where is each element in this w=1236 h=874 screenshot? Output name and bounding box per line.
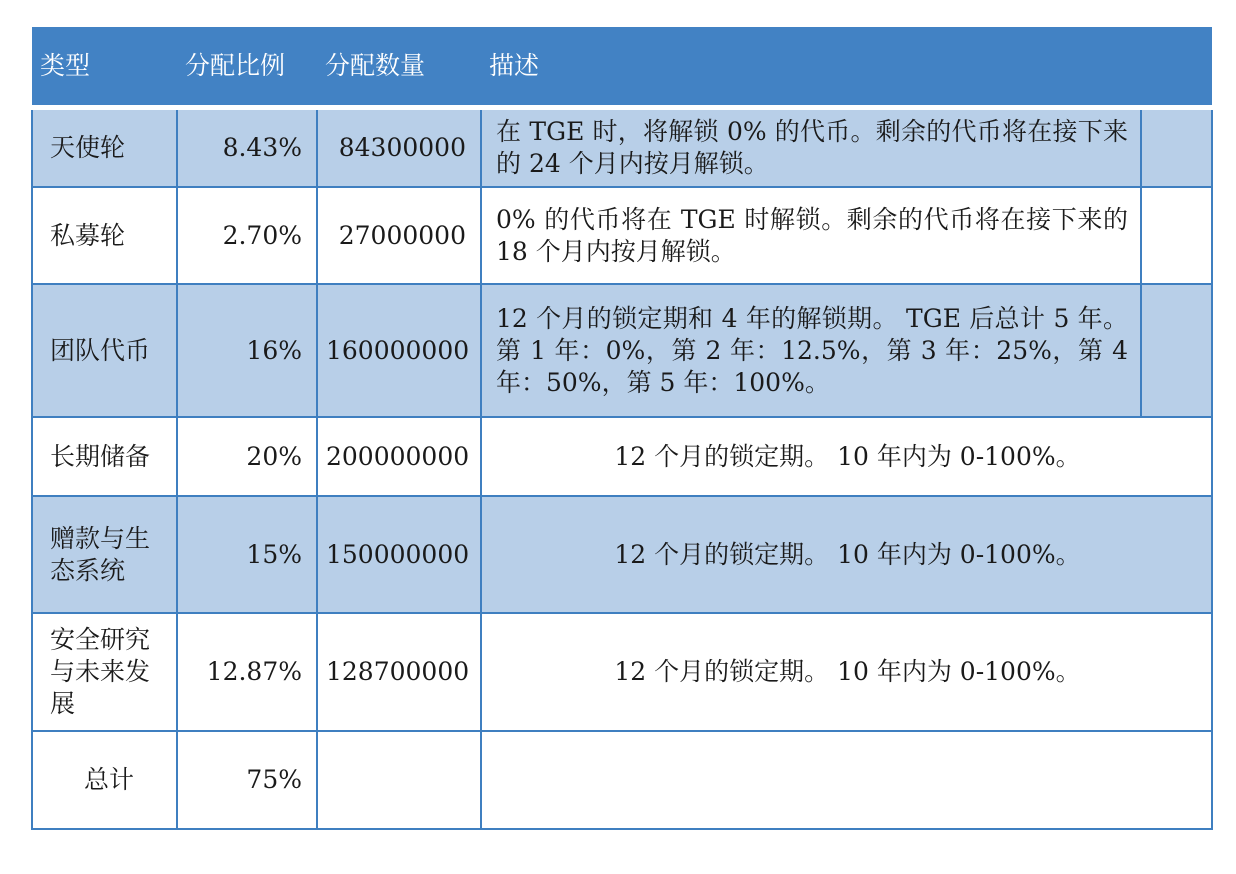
cell-ratio: 8.43%: [177, 107, 317, 187]
cell-extra: [1141, 284, 1212, 417]
cell-quantity: 200000000: [317, 417, 481, 496]
cell-extra: [1141, 107, 1212, 187]
cell-quantity: 27000000: [317, 187, 481, 284]
cell-ratio: 12.87%: [177, 613, 317, 731]
header-description: 描述: [481, 27, 1212, 107]
cell-ratio: 16%: [177, 284, 317, 417]
table-row: [32, 496, 1212, 613]
header-type: 类型: [32, 27, 177, 107]
cell-type: 私募轮: [32, 187, 177, 284]
cell-type: 团队代币: [32, 284, 177, 417]
cell-description: 在 TGE 时，将解锁 0% 的代币。剩余的代币将在接下来的 24 个月内按月解锁。: [481, 107, 1141, 187]
cell-ratio: 20%: [177, 417, 317, 496]
allocation-table: [31, 27, 1213, 830]
table-row: [32, 417, 1212, 496]
cell-quantity: 128700000: [317, 613, 481, 731]
cell-type: 安全研究与未来发展: [32, 613, 177, 731]
header-ratio: 分配比例: [177, 27, 317, 107]
cell-description: [481, 731, 1212, 829]
cell-description: 0% 的代币将在 TGE 时解锁。剩余的代币将在接下来的 18 个月内按月解锁。: [481, 187, 1141, 284]
cell-description: 12 个月的锁定期。 10 年内为 0-100%。: [481, 496, 1212, 613]
cell-quantity: 150000000: [317, 496, 481, 613]
cell-type: 赠款与生态系统: [32, 496, 177, 613]
cell-ratio: 15%: [177, 496, 317, 613]
cell-type: 天使轮: [32, 107, 177, 187]
cell-type: 长期储备: [32, 417, 177, 496]
cell-quantity: [317, 731, 481, 829]
table-body: [32, 107, 1212, 829]
cell-ratio: 2.70%: [177, 187, 317, 284]
cell-type: 总计: [32, 731, 177, 829]
table-header: [32, 27, 1212, 107]
cell-description: 12 个月的锁定期和 4 年的解锁期。 TGE 后总计 5 年。第 1 年：0%，第 2 年：12.5%，第 3 年：25%，第 4 年：50%，第 5 年：100%。: [481, 284, 1141, 417]
table-row: [32, 613, 1212, 731]
table-row: [32, 107, 1212, 187]
table-row: [32, 284, 1212, 417]
cell-ratio: 75%: [177, 731, 317, 829]
header-quantity: 分配数量: [317, 27, 481, 107]
header-row: [32, 27, 1212, 107]
cell-quantity: 160000000: [317, 284, 481, 417]
cell-quantity: 84300000: [317, 107, 481, 187]
total-row: [32, 731, 1212, 829]
table-row: [32, 187, 1212, 284]
cell-description: 12 个月的锁定期。 10 年内为 0-100%。: [481, 417, 1212, 496]
cell-extra: [1141, 187, 1212, 284]
cell-description: 12 个月的锁定期。 10 年内为 0-100%。: [481, 613, 1212, 731]
